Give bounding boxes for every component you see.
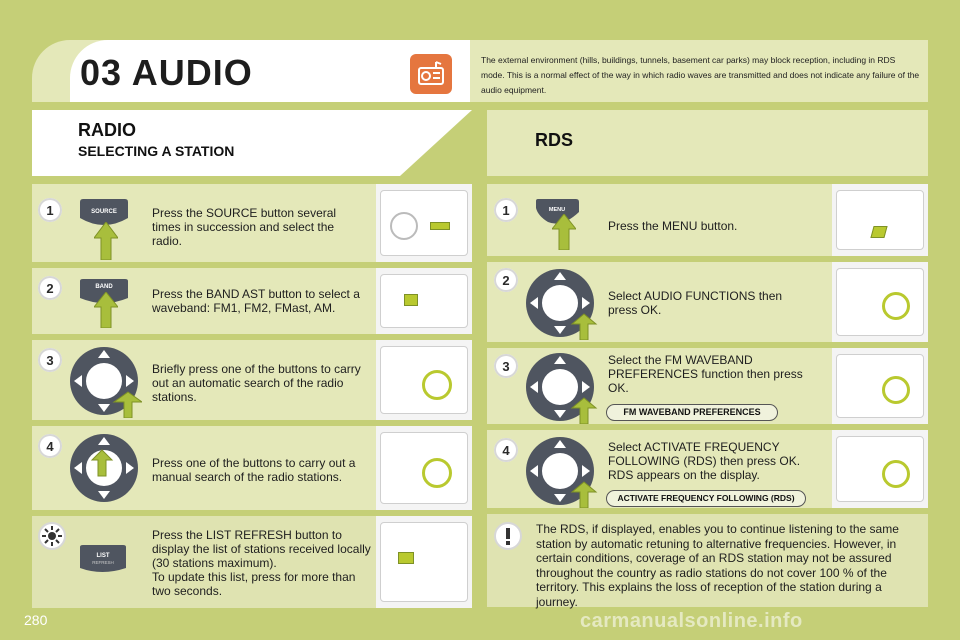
step-number-badge: 3	[494, 354, 518, 378]
source-button-label: SOURCE	[91, 209, 117, 215]
radio-unit-thumbnail	[376, 184, 472, 262]
radio-unit-thumbnail	[832, 262, 928, 342]
page-number: 280	[24, 612, 48, 628]
press-arrow-icon	[552, 214, 576, 250]
step-number-badge: 2	[494, 268, 518, 292]
step-number-badge: 1	[38, 198, 62, 222]
page-title: 03 AUDIO	[80, 52, 253, 93]
rds-title: RDS	[535, 130, 574, 150]
fm-waveband-preferences-tag: FM WAVEBAND PREFERENCES	[606, 404, 778, 421]
radio-step-1-text: Press the SOURCE button several times in succession and select the radio.	[152, 206, 337, 248]
radio-title: RADIO	[78, 120, 136, 140]
radio-subtitle: SELECTING A STATION	[78, 143, 235, 159]
refresh-button-sublabel: REFRESH	[92, 560, 114, 565]
step-number-badge: 1	[494, 198, 518, 222]
tip-icon	[38, 522, 66, 550]
list-refresh-button[interactable]	[78, 544, 128, 576]
radio-step-2-text: Press the BAND AST button to select a waveband: FM1, FM2, FMast, AM.	[152, 287, 360, 315]
press-arrow-icon	[94, 292, 118, 328]
step-number-badge: 4	[38, 434, 62, 458]
rds-step-3-text: Select the FM WAVEBAND PREFERENCES function then press OK.	[608, 353, 803, 395]
menu-button-label: MENU	[548, 207, 566, 213]
radio-step-4-text: Press one of the buttons to carry out a manual search of the radio stations.	[152, 456, 356, 484]
press-arrow-icon	[94, 222, 118, 260]
rds-step-1-text: Press the MENU button.	[608, 219, 738, 233]
rds-step-4-text: Select ACTIVATE FREQUENCY FOLLOWING (RDS) then press OK. RDS appears on the display.	[608, 440, 801, 482]
radio-unit-thumbnail	[376, 268, 472, 334]
audio-icon	[410, 54, 452, 94]
radio-unit-thumbnail	[832, 184, 928, 256]
band-button-label: BAND	[95, 284, 113, 290]
activate-frequency-following-tag: ACTIVATE FREQUENCY FOLLOWING (RDS)	[606, 490, 806, 507]
navigation-pad-icon[interactable]	[66, 430, 142, 506]
rds-warning-text: The RDS, if displayed, enables you to continue listening to the same station by automatic retuning to alternative frequencies. However, in certain conditions, coverage of an RDS station may not be assured throughout the country as radio stations do not cover 100 % of the territory. This explains the loss of reception of the station during a journey.	[536, 522, 899, 609]
step-number-badge: 2	[38, 276, 62, 300]
navigation-pad-icon[interactable]	[522, 266, 598, 340]
radio-unit-thumbnail	[376, 340, 472, 420]
radio-unit-thumbnail	[832, 348, 928, 424]
radio-unit-thumbnail	[832, 430, 928, 508]
navigation-pad-icon[interactable]	[522, 350, 598, 424]
reception-note: The external environment (hills, buildings, tunnels, basement car parks) may block reception, including in RDS mode. This is a normal effect of the way in which radio waves are transmitted and does not indicate any failure of the audio equipment.	[481, 55, 920, 95]
step-number-badge: 3	[38, 348, 62, 372]
rds-step-2-text: Select AUDIO FUNCTIONS then press OK.	[608, 289, 783, 317]
warning-icon	[494, 522, 522, 550]
step-number-badge: 4	[494, 438, 518, 462]
header-corner-triangle	[400, 110, 472, 176]
radio-unit-thumbnail	[376, 426, 472, 510]
radio-step-3-text: Briefly press one of the buttons to carry out an automatic search of the radio stations.	[152, 362, 361, 404]
list-refresh-tip-text: Press the LIST REFRESH button to display the list of stations received locally (30 stations maximum). To update this list, press for more than two seconds.	[152, 528, 371, 598]
navigation-pad-icon[interactable]	[66, 344, 142, 418]
list-button-label: LIST	[96, 553, 110, 559]
navigation-pad-icon[interactable]	[522, 434, 598, 508]
radio-unit-thumbnail	[376, 516, 472, 608]
watermark: carmanualsonline.info	[580, 610, 803, 632]
